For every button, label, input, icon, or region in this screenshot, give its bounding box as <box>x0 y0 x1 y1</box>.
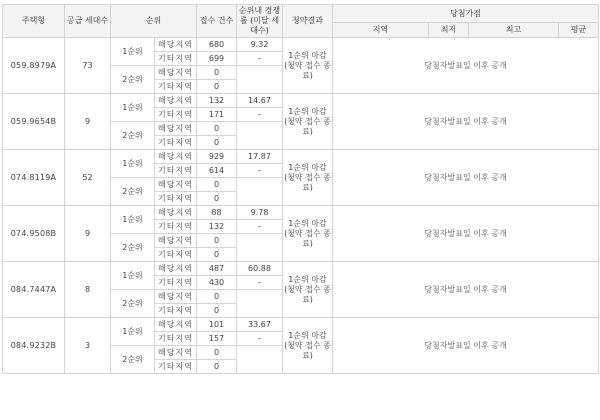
header-prize-min: 최저 <box>429 23 469 38</box>
rank-label: 1순위 <box>111 38 155 66</box>
area-label: 해당지역 <box>155 206 197 220</box>
competition-rate-empty <box>237 290 283 318</box>
header-result: 청약결과 <box>283 5 333 38</box>
supply-count: 52 <box>65 150 111 206</box>
supply-count: 73 <box>65 38 111 94</box>
rank-label: 2순위 <box>111 346 155 374</box>
supply-count: 9 <box>65 206 111 262</box>
competition-rate: - <box>237 332 283 346</box>
subscription-results <box>2 4 598 374</box>
unit-type: 074.8119A <box>3 150 65 206</box>
application-count: 101 <box>197 318 237 332</box>
area-label: 기타지역 <box>155 332 197 346</box>
header-prize: 당첨가점 <box>333 5 599 23</box>
area-label: 기타지역 <box>155 276 197 290</box>
application-count: 614 <box>197 164 237 178</box>
table-row <box>3 94 599 108</box>
competition-rate-empty <box>237 122 283 150</box>
competition-rate: - <box>237 108 283 122</box>
header-competition: 순위내 경쟁률 (미달 세대수) <box>237 5 283 38</box>
area-label: 해당지역 <box>155 122 197 136</box>
area-label: 해당지역 <box>155 66 197 80</box>
header-prize-avg: 평균 <box>559 23 599 38</box>
rank-label: 2순위 <box>111 178 155 206</box>
competition-rate-empty <box>237 66 283 94</box>
area-label: 기타지역 <box>155 136 197 150</box>
competition-rate: - <box>237 220 283 234</box>
unit-type: 059.9654B <box>3 94 65 150</box>
subscription-result: 1순위 마감 (청약 접수 종료) <box>283 94 333 150</box>
unit-type: 084.9232B <box>3 318 65 374</box>
application-count: 0 <box>197 66 237 80</box>
subscription-result: 1순위 마감 (청약 접수 종료) <box>283 38 333 94</box>
application-count: 487 <box>197 262 237 276</box>
rank-label: 2순위 <box>111 234 155 262</box>
competition-rate-empty <box>237 234 283 262</box>
subscription-results-table <box>2 4 599 374</box>
application-count: 0 <box>197 234 237 248</box>
table-row <box>3 262 599 276</box>
application-count: 132 <box>197 94 237 108</box>
rank-label: 2순위 <box>111 290 155 318</box>
prize-note: 당첨자발표일 이후 공개 <box>333 318 599 374</box>
application-count: 0 <box>197 192 237 206</box>
area-label: 기타지역 <box>155 248 197 262</box>
subscription-result: 1순위 마감 (청약 접수 종료) <box>283 318 333 374</box>
subscription-result: 1순위 마감 (청약 접수 종료) <box>283 150 333 206</box>
subscription-result: 1순위 마감 (청약 접수 종료) <box>283 262 333 318</box>
rank-label: 1순위 <box>111 94 155 122</box>
subscription-result: 1순위 마감 (청약 접수 종료) <box>283 206 333 262</box>
competition-rate-empty <box>237 178 283 206</box>
header-applications: 접수 건수 <box>197 5 237 38</box>
prize-note: 당첨자발표일 이후 공개 <box>333 262 599 318</box>
area-label: 해당지역 <box>155 178 197 192</box>
header-supply: 공급 세대수 <box>65 5 111 38</box>
header-prize-region: 지역 <box>333 23 429 38</box>
area-label: 해당지역 <box>155 318 197 332</box>
application-count: 88 <box>197 206 237 220</box>
competition-rate: 17.87 <box>237 150 283 164</box>
header-prize-max: 최고 <box>469 23 559 38</box>
header-rank: 순위 <box>111 5 197 38</box>
competition-rate: 33.67 <box>237 318 283 332</box>
application-count: 0 <box>197 346 237 360</box>
area-label: 해당지역 <box>155 150 197 164</box>
prize-note: 당첨자발표일 이후 공개 <box>333 206 599 262</box>
area-label: 기타지역 <box>155 108 197 122</box>
area-label: 해당지역 <box>155 290 197 304</box>
rank-label: 2순위 <box>111 122 155 150</box>
rank-label: 2순위 <box>111 66 155 94</box>
area-label: 기타지역 <box>155 52 197 66</box>
application-count: 699 <box>197 52 237 66</box>
header-type: 주택형 <box>3 5 65 38</box>
area-label: 해당지역 <box>155 38 197 52</box>
supply-count: 9 <box>65 94 111 150</box>
competition-rate: 60.88 <box>237 262 283 276</box>
rank-label: 1순위 <box>111 206 155 234</box>
application-count: 430 <box>197 276 237 290</box>
area-label: 기타지역 <box>155 304 197 318</box>
table-row <box>3 318 599 332</box>
unit-type: 084.7447A <box>3 262 65 318</box>
competition-rate-empty <box>237 346 283 374</box>
prize-note: 당첨자발표일 이후 공개 <box>333 38 599 94</box>
application-count: 171 <box>197 108 237 122</box>
results-body <box>3 38 599 374</box>
area-label: 해당지역 <box>155 94 197 108</box>
competition-rate: 9.78 <box>237 206 283 220</box>
application-count: 0 <box>197 304 237 318</box>
supply-count: 3 <box>65 318 111 374</box>
application-count: 132 <box>197 220 237 234</box>
area-label: 해당지역 <box>155 346 197 360</box>
area-label: 기타지역 <box>155 192 197 206</box>
rank-label: 1순위 <box>111 318 155 346</box>
application-count: 0 <box>197 80 237 94</box>
rank-label: 1순위 <box>111 150 155 178</box>
supply-count: 8 <box>65 262 111 318</box>
table-row <box>3 150 599 164</box>
area-label: 기타지역 <box>155 360 197 374</box>
prize-note: 당첨자발표일 이후 공개 <box>333 150 599 206</box>
competition-rate: - <box>237 276 283 290</box>
area-label: 기타지역 <box>155 220 197 234</box>
application-count: 0 <box>197 248 237 262</box>
competition-rate: 9.32 <box>237 38 283 52</box>
unit-type: 074.9508B <box>3 206 65 262</box>
area-label: 해당지역 <box>155 234 197 248</box>
area-label: 기타지역 <box>155 80 197 94</box>
application-count: 680 <box>197 38 237 52</box>
application-count: 929 <box>197 150 237 164</box>
competition-rate: 14.67 <box>237 94 283 108</box>
competition-rate: - <box>237 52 283 66</box>
area-label: 기타지역 <box>155 164 197 178</box>
application-count: 0 <box>197 122 237 136</box>
competition-rate: - <box>237 164 283 178</box>
application-count: 0 <box>197 178 237 192</box>
unit-type: 059.8979A <box>3 38 65 94</box>
application-count: 0 <box>197 136 237 150</box>
application-count: 0 <box>197 360 237 374</box>
table-row <box>3 38 599 52</box>
application-count: 0 <box>197 290 237 304</box>
rank-label: 1순위 <box>111 262 155 290</box>
prize-note: 당첨자발표일 이후 공개 <box>333 94 599 150</box>
area-label: 해당지역 <box>155 262 197 276</box>
table-row <box>3 206 599 220</box>
application-count: 157 <box>197 332 237 346</box>
